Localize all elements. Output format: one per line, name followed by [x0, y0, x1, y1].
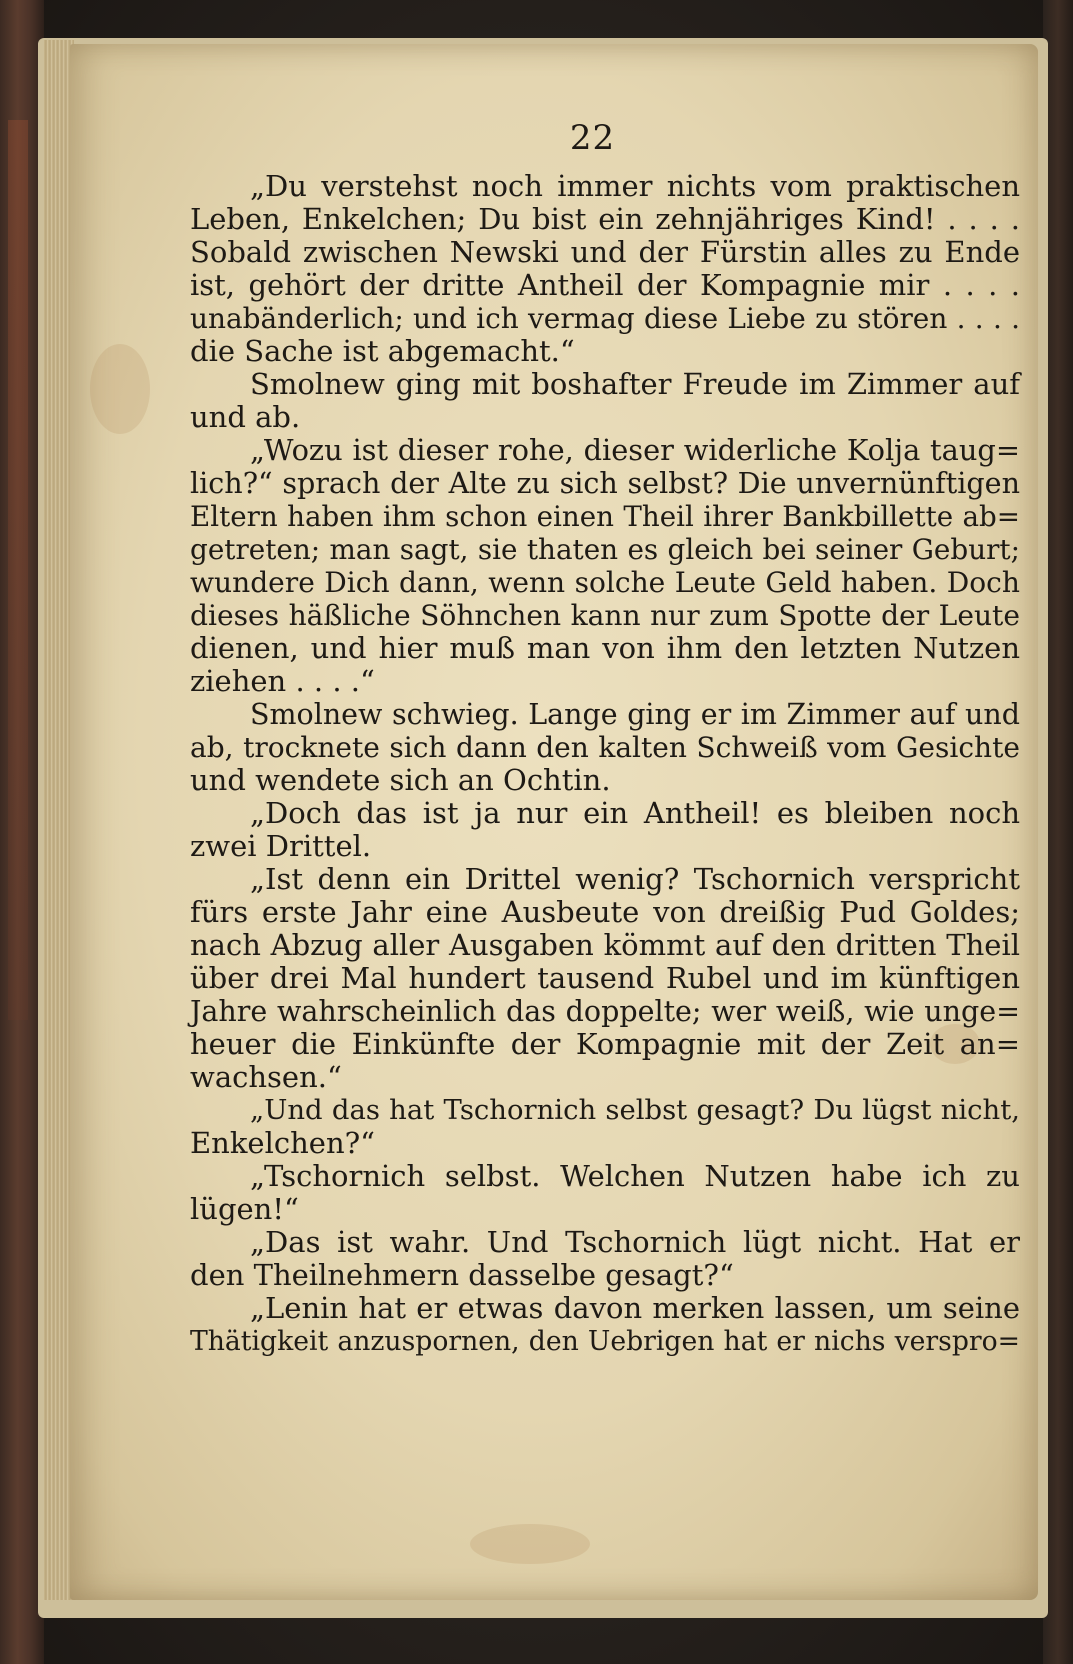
text-line: dienen, und hier muß man von ihm den letzten Nutzen	[190, 631, 1020, 665]
text-line: den Theilnehmern dasselbe gesagt?“	[190, 1258, 734, 1292]
text-line: „Wozu ist dieser rohe, dieser widerliche Kolja taug=	[250, 433, 1020, 467]
text-line: „Lenin hat er etwas davon merken lassen, um seine	[250, 1291, 1020, 1325]
text-line: dieses häßliche Söhnchen kann nur zum Spotte der Leute	[190, 599, 1020, 632]
text-line: fürs erste Jahr eine Ausbeute von dreißig Pud Goldes;	[190, 895, 1020, 929]
text-line: „Doch das ist ja nur ein Antheil! es bleiben noch	[250, 796, 1020, 830]
text-line: „Ist denn ein Drittel wenig? Tschornich verspricht	[250, 862, 1020, 896]
text-line: über drei Mal hundert tausend Rubel und im künftigen	[190, 961, 1020, 995]
text-line: getreten; man sagt, sie thaten es gleich bei seiner Geburt;	[190, 533, 1020, 566]
text-line: „Das ist wahr. Und Tschornich lügt nicht. Hat er	[250, 1225, 1020, 1259]
text-line: Enkelchen?“	[190, 1126, 375, 1160]
text-line: und ab.	[190, 400, 301, 434]
text-line: ist, gehört der dritte Antheil der Kompagnie mir . . . .	[190, 268, 1020, 302]
page-stain	[90, 344, 150, 434]
text-line: die Sache ist abgemacht.“	[190, 334, 575, 368]
text-line: Thätigkeit anzuspornen, den Uebrigen hat er nichs verspro=	[190, 1326, 1020, 1357]
text-line: „Und das hat Tschornich selbst gesagt? Du lügst nicht,	[250, 1095, 1020, 1126]
text-line: Leben, Enkelchen; Du bist ein zehnjähriges Kind! . . . .	[190, 202, 1020, 236]
text-line: Eltern haben ihm schon einen Theil ihrer Bankbillette ab=	[190, 500, 1020, 533]
text-line: wachsen.“	[190, 1060, 342, 1094]
page-stain	[470, 1524, 590, 1564]
page-number: 22	[569, 118, 616, 158]
text-line: Sobald zwischen Newski und der Fürstin alles zu Ende	[190, 235, 1020, 269]
text-line: heuer die Einkünfte der Kompagnie mit der Zeit an=	[190, 1027, 1020, 1061]
text-line: ab, trocknete sich dann den kalten Schweiß vom Gesichte	[190, 731, 1020, 764]
text-line: Smolnew schwieg. Lange ging er im Zimmer auf und	[250, 698, 1020, 731]
text-line: Jahre wahrscheinlich das doppelte; wer weiß, wie unge=	[190, 995, 1020, 1028]
text-line: nach Abzug aller Ausgaben kömmt auf den dritten Theil	[190, 928, 1020, 962]
text-line: ziehen . . . .“	[190, 664, 375, 698]
text-line: unabänderlich; und ich vermag diese Liebe zu stören . . . .	[190, 302, 1020, 335]
text-line: „Tschornich selbst. Welchen Nutzen habe ich zu	[250, 1159, 1020, 1193]
text-line: zwei Drittel.	[190, 829, 372, 863]
page-text	[190, 170, 1020, 1358]
text-line: „Du verstehst noch immer nichts vom praktischen	[250, 169, 1020, 203]
text-line: Smolnew ging mit boshafter Freude im Zimmer auf	[250, 367, 1020, 401]
text-line: wundere Dich dann, wenn solche Leute Geld haben. Doch	[190, 566, 1020, 599]
text-line: lich?“ sprach der Alte zu sich selbst? Die unvernünftigen	[190, 466, 1020, 500]
text-line: und wendete sich an Ochtin.	[190, 763, 611, 797]
text-line: lügen!“	[190, 1192, 299, 1226]
